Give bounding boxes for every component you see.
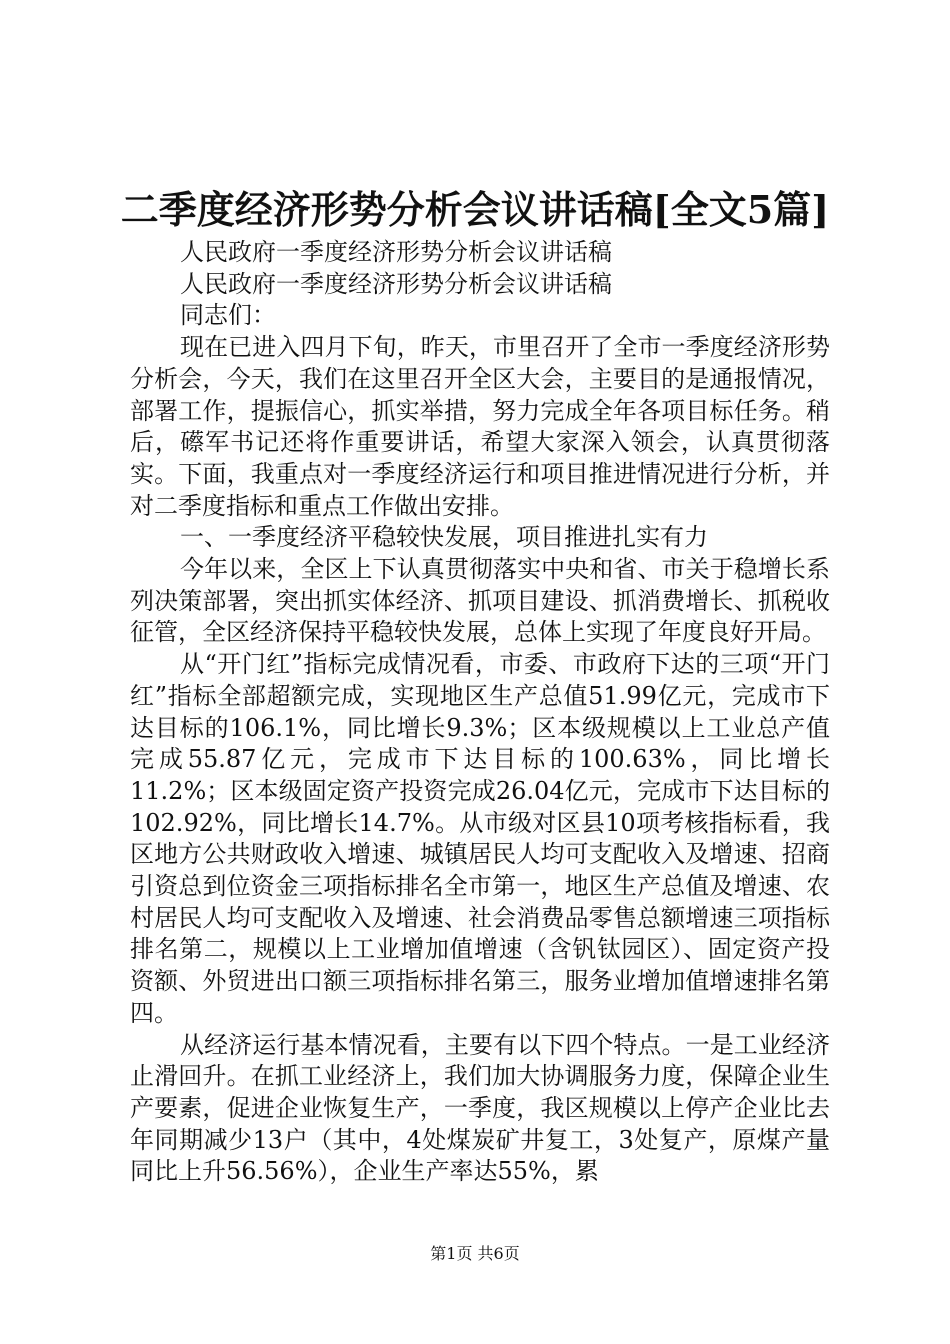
salutation: 同志们： <box>180 301 276 330</box>
body-paragraph: 现在已进入四月下旬，昨天，市里召开了全市一季度经济形势分析会，今天，我们在这里召开全区大会，主要目的是通报情况，部署工作，提振信心，抓实举措，努力完成全年各项目标任务。稍后，礤军书记还将作重要讲话，希望大家深入领会，认真贯彻落实。下面，我重点对一季度经济运行和项目推进情况进行分析，并对二季度指标和重点工作做出安排。 <box>130 333 830 520</box>
section-heading: 一、一季度经济平稳较快发展，项目推进扎实有力 <box>180 523 708 552</box>
subtitle-line: 人民政府一季度经济形势分析会议讲话稿 <box>180 238 612 266</box>
body-paragraph: 今年以来，全区上下认真贯彻落实中央和省、市关于稳增长系列决策部署，突出抓实体经济、抓项目建设、抓消费增长、抓税收征管，全区经济保持平稳较快发展，总体上实现了年度良好开局。 <box>130 555 830 647</box>
page-footer: 第1页 共6页 <box>430 1244 520 1263</box>
body-paragraph: 从“开门红”指标完成情况看，市委、市政府下达的三项“开门红”指标全部超额完成，实现地区生产总值51.99亿元，完成市下达目标的106.1%，同比增长9.3%；区本级规模以上工业总产值完成55.87亿元，完成市下达目标的100.63%，同比增长11.2%；区本级固定资产投资完成26.04亿元，完成市下达目标的102.92%，同比增长14.7%。从市级对区县10项考核指标看，我区地方公共财政收入增速、城镇居民人均可支配收入及增速、招商引资总到位资金三项指标排名全市第一，地区生产总值及增速、农村居民人均可支配收入及增速、社会消费品零售总额增速三项指标排名第二，规模以上工业增加值增速（含钒钛园区）、固定资产投资额、外贸进出口额三项指标排名第三，服务业增加值增速排名第四。 <box>130 650 830 1027</box>
body-paragraph: 从经济运行基本情况看，主要有以下四个特点。一是工业经济止滑回升。在抓工业经济上，我们加大协调服务力度，保障企业生产要素，促进企业恢复生产，一季度，我区规模以上停产企业比去年同期减少13户（其中，4处煤炭矿井复工，3处复产，原煤产量同比上升56.56%），企业生产率达55%，累 <box>130 1030 830 1186</box>
subtitle-line: 人民政府一季度经济形势分析会议讲话稿 <box>180 269 612 298</box>
document-body <box>130 237 830 1188</box>
document-title: 二季度经济形势分析会议讲话稿[全文5篇] <box>120 187 830 232</box>
